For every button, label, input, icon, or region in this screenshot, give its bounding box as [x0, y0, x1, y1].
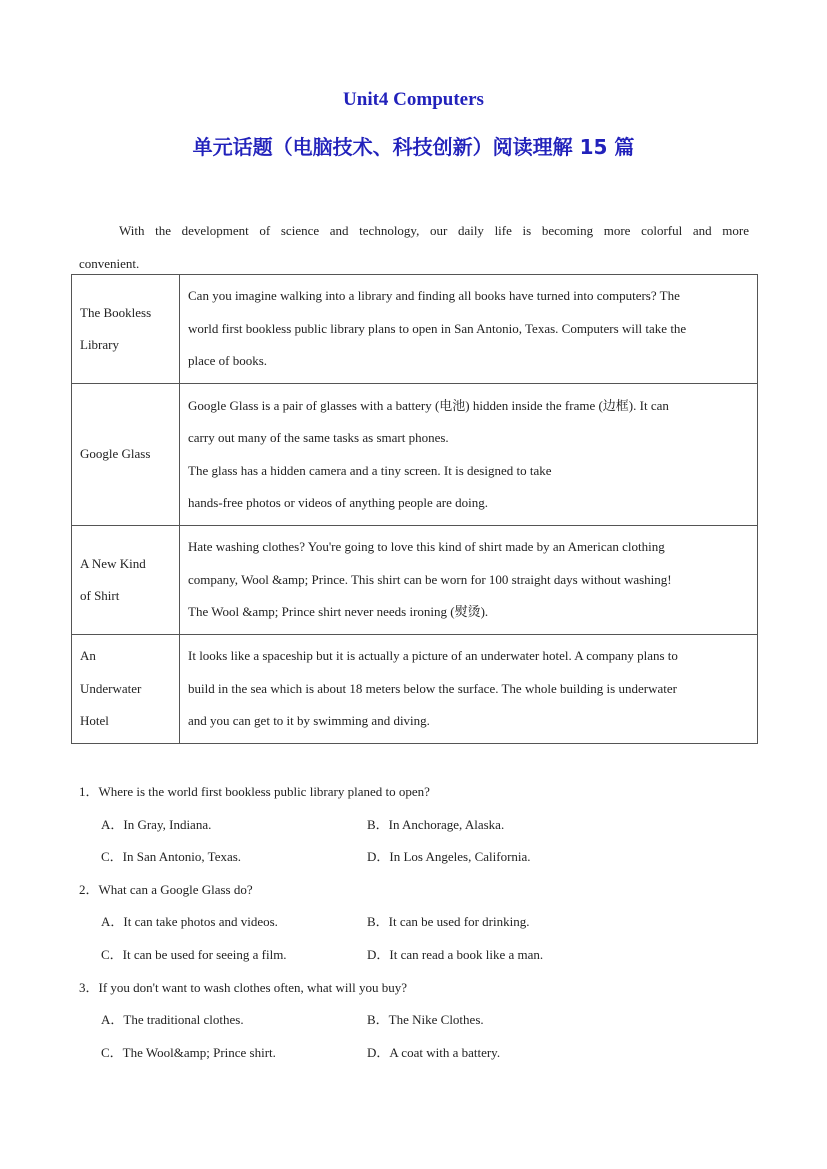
- option-c: C．The Wool&amp; Prince shirt.: [101, 1044, 276, 1060]
- table-row: [72, 275, 758, 384]
- row-text-line: carry out many of the same tasks as smart phones.: [188, 430, 449, 445]
- questions: [79, 776, 779, 1069]
- option-c: C．In San Antonio, Texas.: [101, 849, 242, 865]
- row-text-line: place of books.: [188, 353, 268, 369]
- question-stem: 1．Where is the world first bookless public library planed to open?: [79, 784, 430, 799]
- row-text: [180, 275, 758, 384]
- option-a: A．In Gray, Indiana.: [101, 816, 212, 832]
- option-a: A．It can take photos and videos.: [101, 914, 278, 930]
- option-d: D．It can read a book like a man.: [367, 946, 544, 962]
- row-title-line: Underwater: [80, 680, 142, 696]
- document-title: Unit4 Computers: [343, 89, 484, 110]
- row-title: [72, 384, 180, 526]
- row-text-line: Can you imagine walking into a library and finding all books have turned into computers? The: [188, 288, 680, 304]
- row-title-line: A New Kind: [80, 555, 146, 571]
- row-title-line: Hotel: [80, 713, 109, 729]
- row-text-line: and you can get to it by swimming and diving.: [188, 713, 430, 729]
- row-text: [180, 526, 758, 635]
- row-text-line: The Wool &amp; Prince shirt never needs ironing (熨烫).: [188, 604, 489, 620]
- row-text-line: company, Wool &amp; Prince. This shirt can be worn for 100 straight days without washing!: [188, 571, 672, 587]
- row-text-line: hands-free photos or videos of anything people are doing.: [188, 495, 489, 510]
- row-title-line: Library: [80, 337, 119, 352]
- row-title-line: of Shirt: [80, 588, 120, 603]
- document-subtitle: 单元话题（电脑技术、科技创新）阅读理解 15 篇: [192, 135, 635, 159]
- question-stem: 2．What can a Google Glass do?: [79, 881, 253, 897]
- row-text-line: Google Glass is a pair of glasses with a battery (电池) hidden inside the frame (边框). It can: [188, 397, 669, 413]
- row-text-line: world first bookless public library plans to open in San Antonio, Texas. Computers will take the: [188, 320, 687, 336]
- row-text-line: build in the sea which is about 18 meters below the surface. The whole building is underwater: [188, 680, 677, 696]
- row-title: [72, 526, 180, 635]
- row-text: [180, 384, 758, 526]
- option-d: D．A coat with a battery.: [367, 1044, 501, 1060]
- row-text: [180, 635, 758, 744]
- option-b: B．In Anchorage, Alaska.: [367, 816, 505, 832]
- row-title: [72, 275, 180, 384]
- row-text-line: Hate washing clothes? You're going to love this kind of shirt made by an American clothing: [188, 539, 665, 555]
- option-d: D．In Los Angeles, California.: [367, 849, 531, 865]
- row-title-line: An: [80, 648, 96, 664]
- intro-line: convenient.: [79, 255, 140, 271]
- row-title: [72, 635, 180, 744]
- table-row: [72, 526, 758, 635]
- question-stem: 3．If you don't want to wash clothes often, what will you buy?: [79, 979, 408, 995]
- intro-paragraph: [79, 215, 749, 280]
- option-b: B．The Nike Clothes.: [367, 1012, 484, 1028]
- option-a: A．The traditional clothes.: [101, 1012, 244, 1028]
- table-row: [72, 635, 758, 744]
- row-title-line: Google Glass: [80, 446, 151, 462]
- option-c: C．It can be used for seeing a film.: [101, 946, 287, 962]
- option-b: B．It can be used for drinking.: [367, 914, 530, 930]
- row-text-line: The glass has a hidden camera and a tiny screen. It is designed to take: [188, 462, 552, 478]
- table-row: [72, 384, 758, 526]
- row-title-line: The Bookless: [80, 304, 152, 320]
- intro-line: With the development of science and technology, our daily life is becoming more colorful and more: [119, 223, 749, 238]
- reading-table: [71, 274, 758, 744]
- row-text-line: It looks like a spaceship but it is actually a picture of an underwater hotel. A company plans to: [188, 648, 678, 664]
